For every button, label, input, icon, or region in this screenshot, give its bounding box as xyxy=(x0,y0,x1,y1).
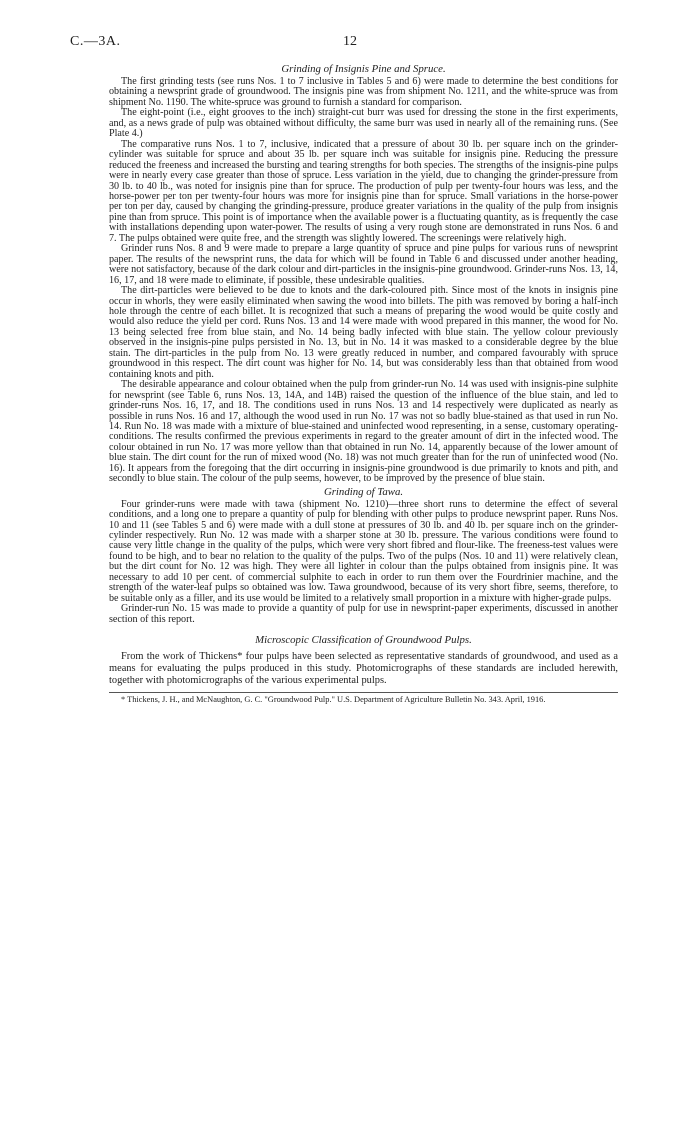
paragraph: The dirt-particles were believed to be due to knots and the dark-coloured pith. Since most of the knots in insignis pine occur in whorls, they were easily eliminated when sawing the wood into billets. The pith was removed by boring a half-inch hole through the centre of each billet. It is recognized that such a means of preparing the wood would be quite costly and would also reduce the yield per cord. Runs Nos. 13 and 14 were made with wood prepared in this manner, the wood for No. 13 being selected free from blue stain, and No. 14 being badly infected with blue stain. The yellow colour previously observed in the insignis-pine pulps persisted in No. 13, but in No. 14 it was masked to a considerable degree by the blue stain. The dirt-particles in the pulp from No. 13 were greatly reduced in number, and compared favourably with spruce groundwood in this respect. The dirt count was higher for No. 14, but was considerably less than that obtained from wood containing knots and pith. xyxy=(109,285,618,380)
paragraph: Grinder runs Nos. 8 and 9 were made to prepare a large quantity of spruce and pine pulps for various runs of newsprint paper. The results of the newsprint runs, the data for which will be found in Table 6 and discussed under another heading, were not satisfactory, because of the dark colour and dirt-particles in the insignis-pine groundwood. Grinder-runs Nos. 13, 14, 16, 17, and 18 were made to eliminate, if possible, these undesirable qualities. xyxy=(109,243,618,286)
paragraph: From the work of Thickens* four pulps have been selected as representative standards of groundwood, and used as a means for evaluating the pulps produced in this study. Photomicrographs of these standards are included herewith, together with photomicrographs of the various experimental pulps. xyxy=(109,651,618,686)
footnote: * Thickens, J. H., and McNaughton, G. C. "Groundwood Pulp." U.S. Department of Agriculture Bulletin No. 343. April, 1916. xyxy=(121,695,546,705)
page-number: 12 xyxy=(343,34,357,49)
paragraph: Grinder-run No. 15 was made to provide a quantity of pulp for use in newsprint-paper experiments, discussed in another section of this report. xyxy=(109,603,618,625)
footnote-divider xyxy=(109,692,618,693)
paragraph: The first grinding tests (see runs Nos. 1 to 7 inclusive in Tables 5 and 6) were made to determine the best conditions for obtaining a newsprint grade of groundwood. The insignis pine was from shipment No. 1211, and the white-spruce was from shipment No. 1190. The white-spruce was ground to furnish a standard for comparison. xyxy=(109,76,618,108)
paragraph: The eight-point (i.e., eight grooves to the inch) straight-cut burr was used for dressing the stone in the first experiments, and, as a news grade of pulp was obtained without difficulty, the same burr was used in nearly all of the remaining runs. (See Plate 4.) xyxy=(109,107,618,140)
section-heading-insignis: Grinding of Insignis Pine and Spruce. xyxy=(281,63,446,75)
section-heading-microscopic: Microscopic Classification of Groundwood Pulps. xyxy=(255,634,472,647)
section-heading-tawa: Grinding of Tawa. xyxy=(323,485,404,498)
paragraph: The comparative runs Nos. 1 to 7, inclusive, indicated that a pressure of about 30 lb. per square inch on the grinder-cylinder was suitable for spruce and about 35 lb. per square inch was suitable for insignis pine. Reducing the pressure reduced the freeness and increased the bursting and tearing strengths for both species. The strengths of the insignis-pine pulps were in nearly every case greater than those of spruce. Less variation in the yield, due to changing the grinder-pressure from 30 lb. to 40 lb., was noted for insignis pine than for spruce. The production of pulp per twenty-four hours was less, and the horse-power per ton per twenty-four hours was more for insignis pine than for spruce. Small variations in the horse-power per ton per day, caused by changing the grinding-pressure, produce greater variations in the quality of the pulp from insignis pine than from spruce. This point is of importance when the available power is a fluctuating quantity, as is frequently the case with installations depending upon water-power. The results of using a very rough stone are demonstrated in runs Nos. 6 and 7. The pulps obtained were quite free, and the strength was slightly lowered. The screenings were relatively high. xyxy=(109,138,618,244)
page-header xyxy=(70,34,630,50)
paragraph: Four grinder-runs were made with tawa (shipment No. 1210)—three short runs to determine the effect of several conditions, and a long one to prepare a quantity of pulp for blending with other pulps to produce newsprint paper. Runs Nos. 10 and 11 (see Tables 5 and 6) were made with a dull stone at pressures of 30 lb. and 40 lb. per square inch on the grinder-cylinder respectively. Run No. 12 was made with a sharper stone at 30 lb. pressure. The various conditions were found to cause very little change in the quality of the pulps, which were very short fibred and flour-like. The freeness-test values were found to be high, and to bear no relation to the quality of the pulps. Two of the pulps (Nos. 10 and 11) were relatively clean, but the dirt count for No. 12 was high. They were all lighter in colour than the pulps obtained from insignis pine. It was necessary to add 10 per cent. of commercial sulphite to each in order to run them over the Fourdrinier machine, and the strength of the water-leaf pulps so obtained was low. Tawa groundwood, because of its very short fibre, seems, therefore, to be suitable only as a filler, and its use would be limited to a relatively small proportion in a mixture with higher-grade pulps. xyxy=(109,498,618,604)
page-body xyxy=(109,63,618,705)
paragraph: The desirable appearance and colour obtained when the pulp from grinder-run No. 14 was used with insignis-pine sulphite for newsprint (see Table 6, runs Nos. 13, 14A, and 14B) raised the question of the influence of the blue stain, and led to grinder-runs Nos. 16, 17, and 18. The conditions used in runs Nos. 13 and 14 respectively were duplicated as nearly as possible in runs Nos. 16 and 17, although the wood used in run No. 17 was not so badly blue-stained as that used in run No. 14. Run No. 18 was made with a mixture of blue-stained and uninfected wood representing, in a sense, customary operating-conditions. The results confirmed the previous experiments in regard to the greater amount of dirt in the infected wood. The colour obtained in run No. 17 was more yellow than that obtained in run No. 14, apparently because of the lower amount of blue stain. The dirt count for the run of mixed wood (No. 18) was not much greater than for the run of uninfected wood (No. 16). It appears from the foregoing that the dirt occurring in insignis-pine groundwood is due primarily to knots and pith, and secondly to blue stain. The colour of the pulp seems, however, to be improved by the presence of blue stain. xyxy=(109,379,618,485)
document-code: C.—3A. xyxy=(70,34,121,49)
